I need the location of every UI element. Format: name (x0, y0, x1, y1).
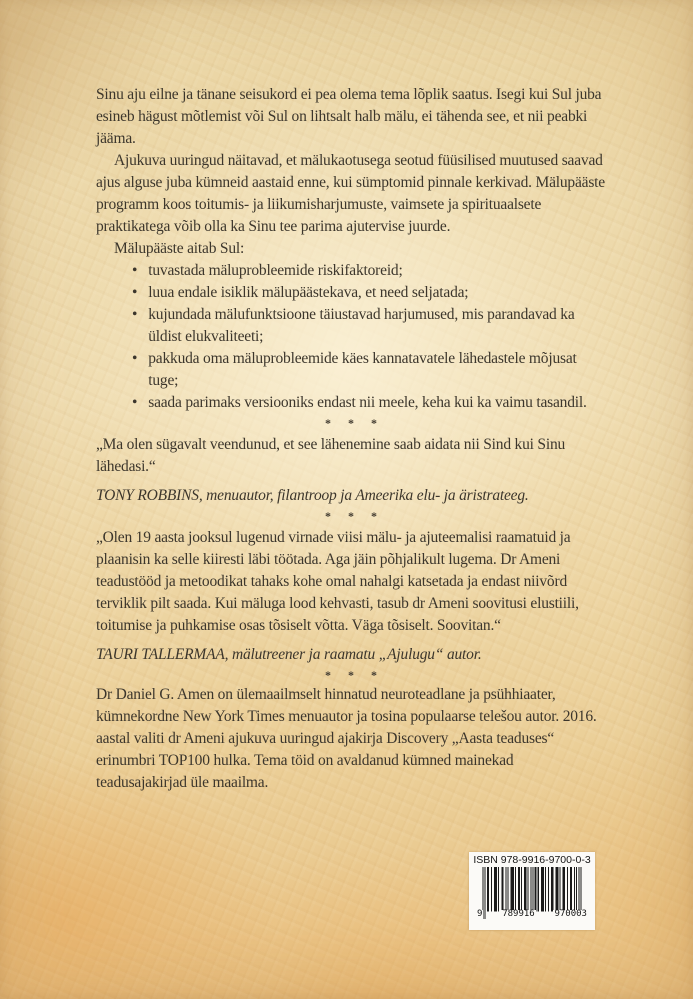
list-item-text: saada parimaks versiooniks endast nii meele, keha kui ka vaimu tasandil. (148, 394, 587, 411)
intro-paragraph-2: Ajukuva uuringud näitavad, et mälukaotusega seotud füüsilised muutused saavad ajus alguse juba kümneid aastaid enne, kui sümptomid pinnale kerkivad. Mälupääste programm koos toitumis- ja liikumisharjumuste, vaimsete ja spirituaalsete praktikatega võib olla ka Sinu tee parima ajutervise juurde. (96, 152, 605, 235)
quote-attribution-1: TONY ROBBINS, menuautor, filantroop ja Ameerika elu- ja äristrateeg. (96, 487, 529, 504)
barcode-digit-group: 970003 (554, 909, 587, 919)
quote-attribution-2: TAURI TALLERMAA, mälutreener ja raamatu „Ajulugu“ autor. (96, 646, 482, 663)
endorsement-quote-1: „Ma olen sügavalt veendunud, et see lähenemine saab aidata nii Sind kui Sinu lähedasi.“ (96, 436, 566, 475)
list-item (132, 282, 606, 304)
list-item-text: pakkuda oma mäluprobleemide käes kannatavatele lähedastele mõjusat tuge; (148, 350, 577, 389)
list-item (132, 260, 606, 282)
barcode-digit-group: 789916 (502, 909, 535, 919)
bullet-icon: • (132, 262, 138, 279)
list-item (132, 348, 606, 392)
isbn-number: ISBN 978-9916-9700-0-3 (473, 854, 591, 866)
list-item-text: luua endale isiklik mälupäästekava, et need seljatada; (148, 284, 469, 301)
bullet-icon: • (132, 394, 138, 411)
barcode-digit-group: 9 (477, 909, 483, 919)
benefits-list-heading: Mälupääste aitab Sul: (114, 240, 245, 257)
benefits-list (132, 260, 606, 414)
back-cover-text-block (96, 84, 606, 794)
bullet-icon: • (132, 306, 138, 323)
section-separator: * * * (325, 668, 384, 682)
bullet-icon: • (132, 350, 138, 367)
endorsement-quote-2: „Olen 19 aasta jooksul lugenud virnade viisi mälu- ja ajuteemalisi raamatuid ja plaanisin ka selle kiiresti läbi töötada. Aga jäin põhjalikult lugema. Dr Ameni teadustööd ja metoodikat tahaks kohe omal nahalgi katsetada ja endast niivõrd terviklik pilt saada. Kui mäluga lood kehvasti, tasub dr Ameni soovitusi elustiili, toitumise ja puhkamise osas tõsiselt võtta. Väga tõsiselt. Soovitan.“ (96, 529, 579, 634)
barcode (469, 852, 595, 930)
bullet-icon: • (132, 284, 138, 301)
list-item-text: kujundada mälufunktsioone täiustavad harjumused, mis parandavad ka üldist elukvaliteeti; (148, 306, 575, 345)
author-bio: Dr Daniel G. Amen on ülemaailmselt hinnatud neuroteadlane ja psühhiaater, kümnekordne New York Times menuautor ja tosina populaarse telešou autor. 2016. aastal valiti dr Ameni ajukuva uuringud ajakirja Discovery „Aasta teaduses“ erinumbri TOP100 hulka. Tema töid on avaldanud kümned mainekad teadusajakirjad üle maailma. (96, 686, 597, 791)
intro-paragraph-1: Sinu aju eilne ja tänane seisukord ei pea olema tema lõplik saatus. Isegi kui Sul juba esineb hägust mõtlemist või Sul on lihtsalt halb mälu, ei tähenda see, et nii peabki jääma. (96, 86, 602, 147)
list-item (132, 392, 606, 414)
section-separator: * * * (325, 509, 384, 523)
barcode-digits (476, 910, 588, 919)
list-item-text: tuvastada mäluprobleemide riskifaktoreid; (148, 262, 403, 279)
list-item (132, 304, 606, 348)
section-separator: * * * (325, 416, 384, 430)
